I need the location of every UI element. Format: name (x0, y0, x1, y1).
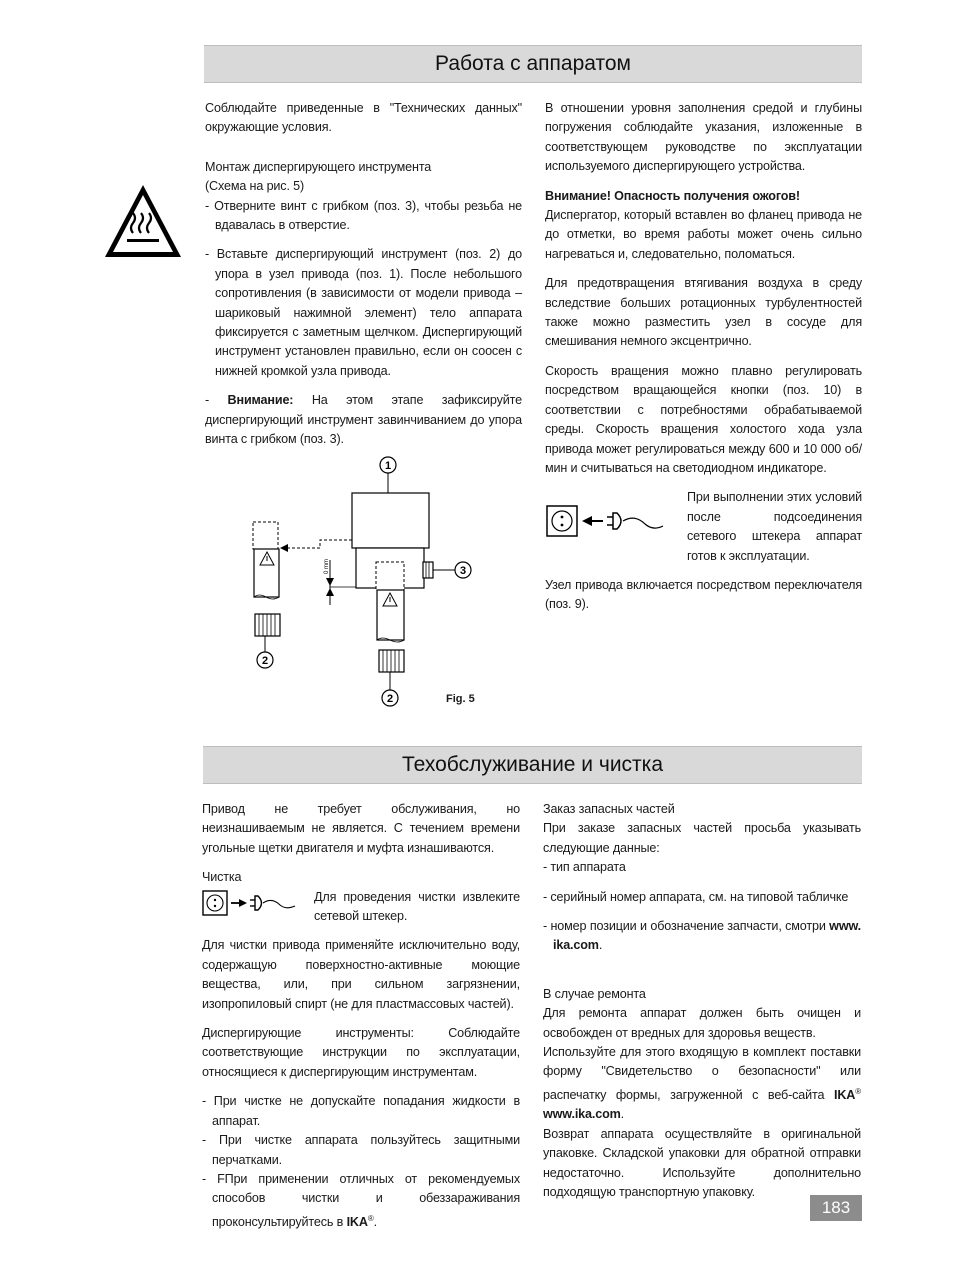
unplug-diagram (202, 888, 314, 922)
hot-surface-warning-icon (103, 183, 183, 259)
page-number: 183 (810, 1195, 862, 1221)
spare-item-3-text: - номер позиции и обозначение запчасти, смотри (543, 919, 830, 934)
cleaning-heading: Чистка (202, 870, 242, 885)
ika-link[interactable]: www. ika.com (553, 919, 861, 953)
cleaning-bullet-3-text: - FПри применении отличных от рекомендуемых способов чистки и обеззараживания проконсультируйтесь в (202, 1171, 520, 1229)
burn-warning-lead: Внимание! Опасность получения ожогов! (545, 188, 800, 203)
plug-in-block (545, 488, 862, 566)
repair-text-1: Для ремонта аппарат должен быть очищен и освобожден от вредных для здоровья веществ. (543, 1006, 861, 1040)
unplug-text: Для проведения чистки извлеките сетевой штекер. (314, 889, 520, 924)
callout-1: 1 (384, 460, 392, 472)
brand-ika: IKA (346, 1214, 368, 1229)
dispersing-tools-text: Диспергирующие инструменты: Соблюдайте соответствующие инструкции по эксплуатации, относящиеся к диспергирующим инструментам. (202, 1026, 520, 1079)
spare-item-2: - серийный номер аппарата, см. на типовой табличке (543, 889, 849, 904)
spare-item-3 (543, 917, 861, 956)
plug-in-diagram (545, 488, 687, 544)
attention-label: Внимание: (227, 393, 294, 408)
air-intake-text: Для предотвращения втягивания воздуха в среду вследствие больших ротационных турбулентностей также можно разместить узел в сосуде для смешивания немного эксцентрично. (545, 276, 862, 349)
arrow-left-icon (582, 516, 603, 526)
unplug-block (202, 888, 520, 927)
brand-ika: IKA (834, 1088, 856, 1103)
repair-text-2-body: Используйте для этого входящую в комплект поставки форму "Свидетельство о безопасности" или распечатку формы, загруженной с веб-сайта (543, 1045, 861, 1103)
burn-warning (545, 187, 862, 265)
section-title-operation: Работа с аппаратом (204, 45, 862, 83)
plug-icon (250, 896, 295, 910)
repair-text-2-end: . (620, 1107, 625, 1122)
figure-caption: Fig. 5 (446, 693, 475, 705)
registered-mark: ® (367, 1213, 374, 1223)
fill-level-text: В отношении уровня заполнения средой и глубины погружения соблюдайте указания, изложенные в соответствующем руководстве по эксплуатации используемого диспергирующего устройства. (545, 101, 862, 174)
intro-text: Соблюдайте приведенные в "Технических данных" окружающие условия. (205, 101, 522, 135)
cleaning-bullet-3-end: . (373, 1214, 377, 1229)
inserted-tool (376, 562, 404, 672)
mount-step-1: - Отверните винт с грибком (поз. 3), чтобы резьба не вдавалась в отверстие. (205, 198, 522, 233)
repair-text-2 (543, 1043, 861, 1125)
repair-heading: В случае ремонта (543, 986, 646, 1001)
spare-parts-intro: При заказе запасных частей просьба указывать следующие данные: (543, 821, 861, 855)
figure-5 (240, 450, 490, 715)
mount-step-3-text: На этом этапе зафиксируйте диспергирующий инструмент завинчиванием до упора винта с грибком (поз. 3). (205, 393, 522, 447)
maintenance-right-column (543, 800, 861, 1203)
power-socket-icon (547, 506, 577, 536)
cleaning-bullet-1: - При чистке не допускайте попадания жидкости в аппарат. (202, 1094, 520, 1128)
cleaning-bullet-2: - При чистке аппарата пользуйтесь защитными перчатками. (202, 1133, 520, 1167)
burn-warning-text: Диспергатор, который вставлен во фланец привода не до отметки, во время работы может очень сильно нагреваться и, следовательно, поломаться. (545, 208, 862, 261)
callout-2a: 2 (261, 655, 269, 667)
callout-2b: 2 (386, 693, 394, 705)
ika-website-link[interactable]: www.ika.com (543, 1107, 621, 1122)
spare-item-1: - тип аппарата (543, 860, 626, 875)
cleaning-bullet-3 (202, 1170, 520, 1232)
mount-step-3: - Внимание: На этом этапе зафиксируйте диспергирующий инструмент завинчиванием до упора винта с грибком (поз. 3). (205, 393, 522, 447)
section-title-maintenance: Техобслуживание и чистка (203, 746, 862, 784)
maintenance-intro: Привод не требует обслуживания, но неизнашиваемым не является. С течением времени угольные щетки двигателя и муфта изнашиваются. (202, 802, 520, 855)
operation-right-column (545, 99, 862, 625)
speed-text: Скорость вращения можно плавно регулировать посредством вращающейся кнопки (поз. 10) в соответствии с потребностями обрабатываемой среды. Скорость вращения холостого хода узла привода может регулироваться между 600 и 10 000 об/мин и считываться на светодиодном индикаторе. (545, 363, 862, 475)
dimension-0mm (324, 559, 356, 605)
callout-3: 3 (459, 565, 467, 577)
spare-parts-heading: Заказ запасных частей (543, 802, 675, 816)
maintenance-left-column (202, 800, 520, 1242)
cleaning-agents-text: Для чистки привода применяйте исключительно воду, содержащую поверхностно-активные моющие вещества, или, при сильном загрязнении, изопропиловый спирт (не для пластмассовых частей). (202, 938, 520, 1011)
separate-tool (253, 522, 280, 636)
dimension-label: 0 mm (324, 559, 330, 574)
plug-in-text: При выполнении этих условий после подсоединения сетевого штекера аппарат готов к эксплуатации. (687, 490, 862, 563)
plug-icon (607, 513, 663, 529)
mount-step-2: - Вставьте диспергирующий инструмент (поз. 2) до упора в узел привода (поз. 1). После небольшого сопротивления (в зависимости от модели привода – шариковый нажимной элемент) тело аппарата фиксируется с заметным щелчком. Диспергирующий инструмент установлен правильно, если он соосен с нижней кромкой узла привода. (205, 247, 522, 378)
spare-item-3-end: . (598, 938, 603, 953)
mount-reference: (Схема на рис. 5) (205, 179, 305, 194)
repair-text-3: Возврат аппарата осуществляйте в оригинальной упаковке. Складской упаковки для обратной отправки недостаточно. Используйте дополнительно подходящую транспортную упаковку. (543, 1126, 861, 1200)
insertion-arrow (280, 540, 352, 552)
mount-heading: Монтаж диспергирующего инструмента (205, 159, 432, 174)
registered-mark: ® (855, 1086, 861, 1096)
arrow-right-icon (231, 899, 247, 907)
switch-text: Узел привода включается посредством переключателя (поз. 9). (545, 577, 862, 612)
operation-left-column (205, 99, 522, 450)
power-socket-icon (203, 891, 227, 915)
